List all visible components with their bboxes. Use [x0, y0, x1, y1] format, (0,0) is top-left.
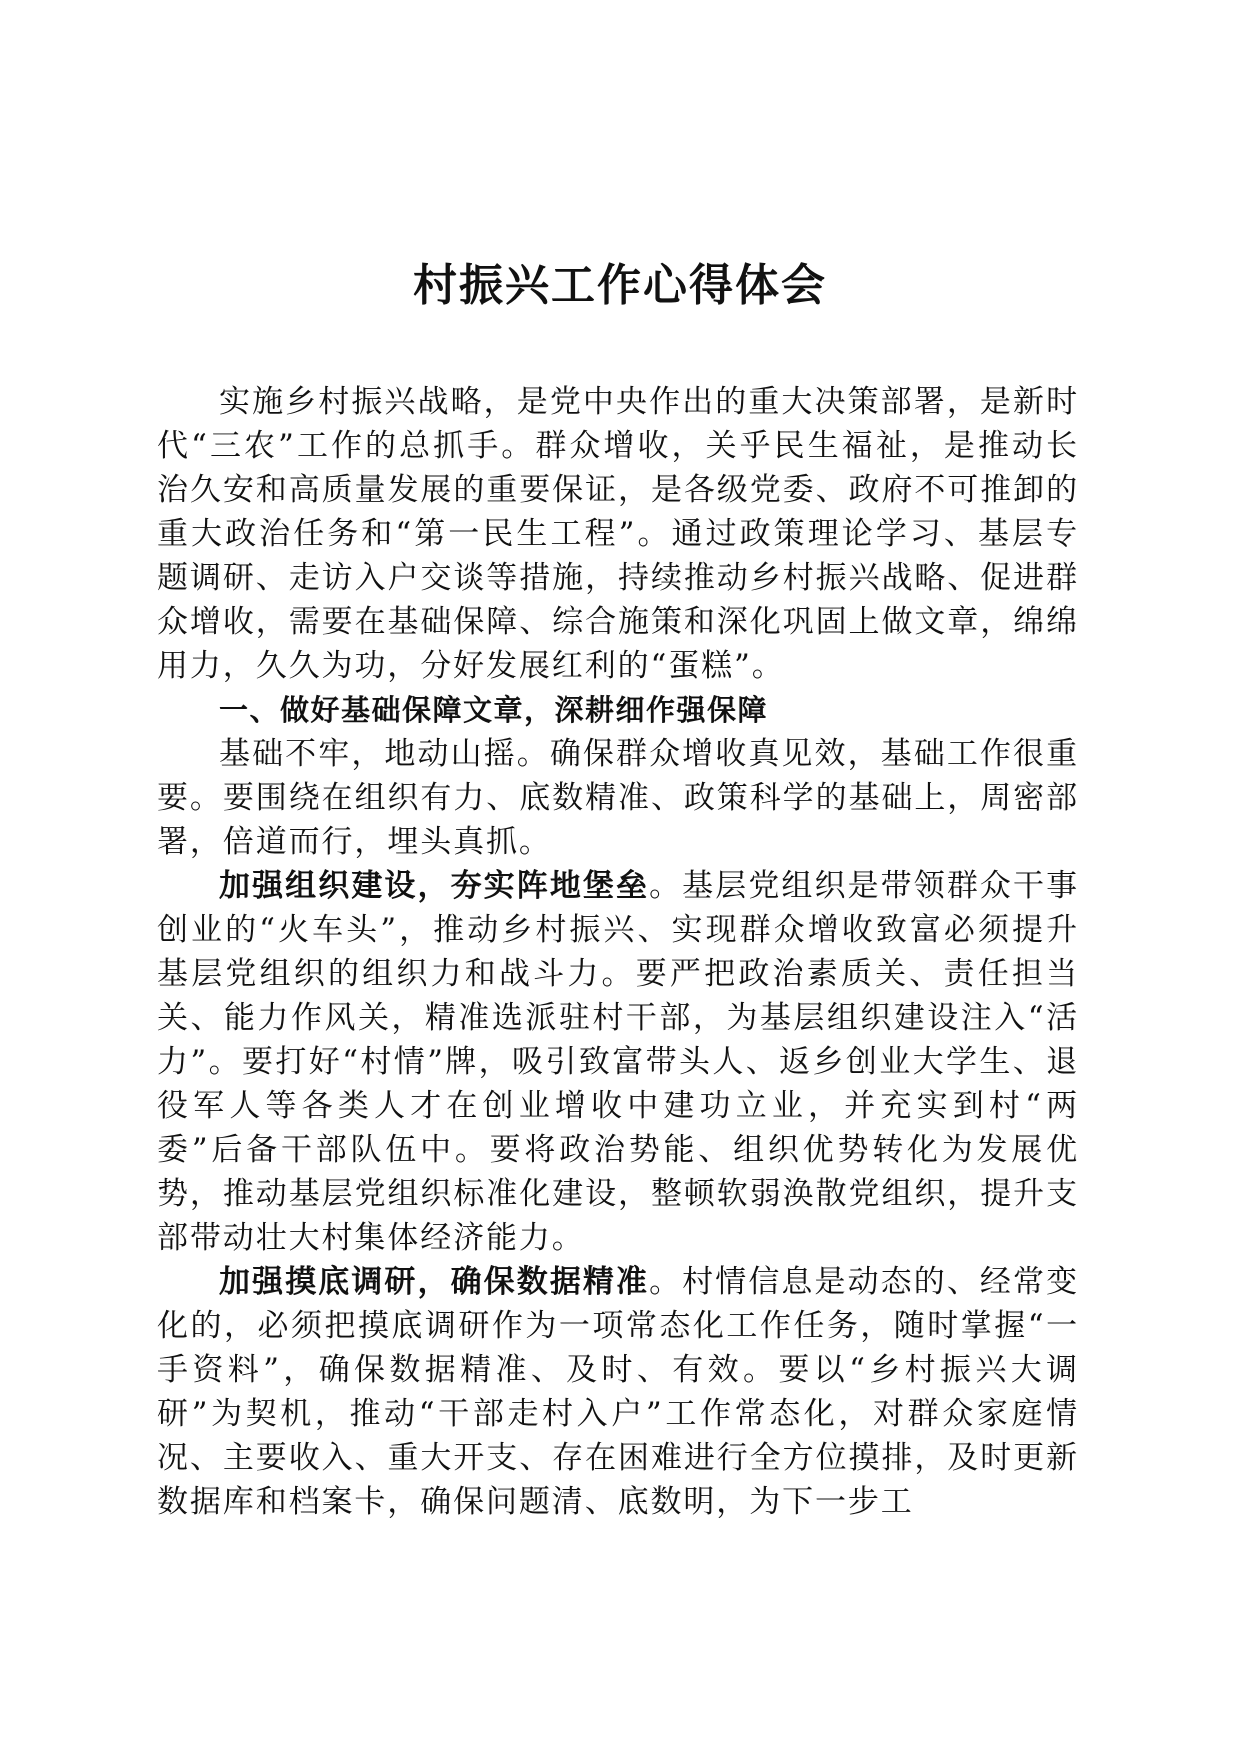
point-text-organization: 。基层党组织是带领群众干事创业的“火车头”，推动乡村振兴、实现群众增收致富必须提升基层党组织的组织力和战斗力。要严把政治素质关、责任担当关、能力作风关，精准选派驻村干部，为基层组织建设注入“活力”。要打好“村情”牌，吸引致富带头人、返乡创业大学生、退役军人等各类人才在创业增收中建功立业，并充实到村“两委”后备干部队伍中。要将政治势能、组织优势转化为发展优势，推动基层党组织标准化建设，整顿软弱涣散党组织，提升支部带动壮大村集体经济能力。	[157, 868, 1079, 1256]
point-lead-survey: 加强摸底调研，确保数据精准	[219, 1264, 650, 1300]
intro-paragraph: 实施乡村振兴战略，是党中央作出的重大决策部署，是新时代“三农”工作的总抓手。群众增收，关乎民生福祉，是推动长治久安和高质量发展的重要保证，是各级党委、政府不可推卸的重大政治任务和“第一民生工程”。通过政策理论学习、基层专题调研、走访入户交谈等措施，持续推动乡村振兴战略、促进群众增收，需要在基础保障、综合施策和深化巩固上做文章，绵绵用力，久久为功，分好发展红利的“蛋糕”。	[157, 384, 1079, 684]
point-paragraph-survey	[157, 1260, 1079, 1524]
section-heading: 一、做好基础保障文章，深耕细作强保障	[219, 693, 769, 727]
point-text-survey: 。村情信息是动态的、经常变化的，必须把摸底调研作为一项常态化工作任务，随时掌握“一手资料”，确保数据精准、及时、有效。要以“乡村振兴大调研”为契机，推动“干部走村入户”工作常态化，对群众家庭情况、主要收入、重大开支、存在困难进行全方位摸排，及时更新数据库和档案卡，确保问题清、底数明，为下一步工	[157, 1264, 1079, 1520]
document-body	[157, 380, 1079, 1524]
point-paragraph-organization	[157, 864, 1079, 1260]
section-intro-paragraph: 基础不牢，地动山摇。确保群众增收真见效，基础工作很重要。要围绕在组织有力、底数精准、政策科学的基础上，周密部署，倍道而行，埋头真抓。	[157, 736, 1079, 860]
point-lead-organization: 加强组织建设，夯实阵地堡垒	[219, 868, 650, 904]
document-title: 村振兴工作心得体会	[413, 260, 827, 311]
